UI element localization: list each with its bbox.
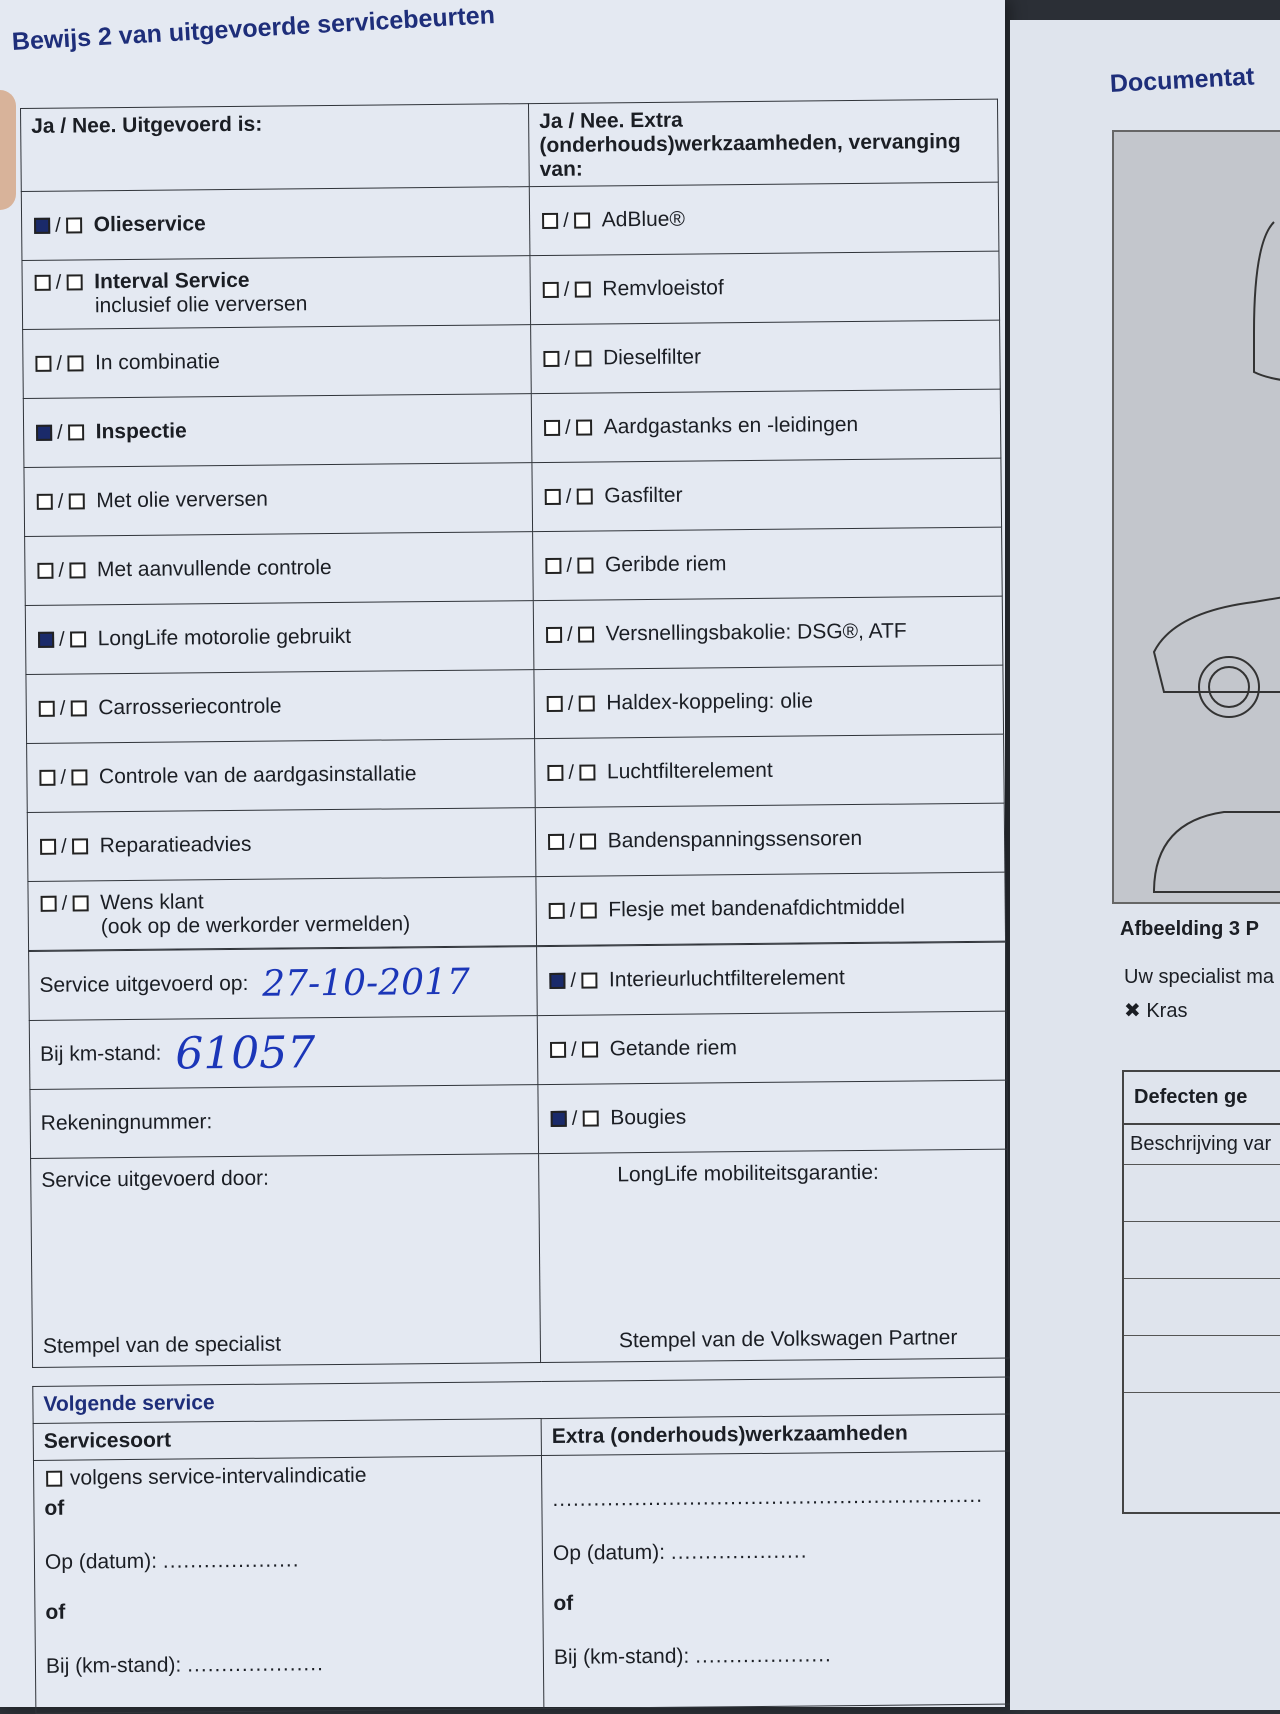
left-option-0 <box>32 213 84 237</box>
slash-separator: / <box>61 892 68 915</box>
ja-checkbox[interactable] <box>37 563 53 579</box>
slash-separator: / <box>566 554 573 577</box>
nee-checkbox[interactable] <box>579 765 595 781</box>
right-option-12 <box>548 1037 600 1061</box>
nee-checkbox[interactable] <box>68 494 84 510</box>
ja-checkbox[interactable] <box>543 351 559 367</box>
left-option-3 <box>34 420 86 444</box>
left-item-cell <box>25 532 534 606</box>
ja-checkbox[interactable] <box>547 696 563 712</box>
right-item-label: Luchtfilterelement <box>606 758 773 784</box>
nee-checkbox[interactable] <box>576 420 592 436</box>
right-item-cell <box>532 458 1002 531</box>
nee-checkbox[interactable] <box>578 696 594 712</box>
slash-separator: / <box>57 490 64 513</box>
stamp-specialist-label: Stempel van de specialist <box>42 1332 282 1358</box>
ja-checkbox[interactable] <box>38 632 54 648</box>
left-header: Ja / Nee. Uitgevoerd is: <box>21 104 530 192</box>
right-header: Ja / Nee. Extra (onderhouds)werkzaamheden, vervanging van: <box>529 99 999 186</box>
right-item-label: Interieurluchtfilterelement <box>608 966 845 992</box>
ja-checkbox[interactable] <box>550 1042 566 1058</box>
defect-row[interactable] <box>1124 1392 1280 1449</box>
slash-separator: / <box>571 1107 578 1130</box>
defects-header: Defecten ge <box>1124 1072 1280 1125</box>
left-option-4 <box>35 489 87 513</box>
next-date-field[interactable]: .................... <box>162 1548 300 1573</box>
left-option-6 <box>36 627 88 651</box>
defects-table <box>1122 1070 1280 1514</box>
next-date-label: Op (datum): <box>44 1549 158 1574</box>
left-option-1 <box>33 270 85 294</box>
page-title: Bewijs 2 van uitgevoerde servicebeurten <box>11 1 496 56</box>
right-item-label: Dieselfilter <box>602 345 702 370</box>
right-option-13 <box>549 1106 601 1130</box>
right-item-cell <box>534 665 1004 738</box>
ja-checkbox[interactable] <box>544 420 560 436</box>
right-item-cell <box>536 872 1006 945</box>
left-item-cell <box>22 256 531 330</box>
ja-checkbox[interactable] <box>549 903 565 919</box>
invoice-label: Rekeningnummer: <box>40 1110 213 1135</box>
slash-separator: / <box>567 692 574 715</box>
defect-row[interactable] <box>1124 1278 1280 1335</box>
nee-checkbox[interactable] <box>66 218 82 234</box>
slash-separator: / <box>57 421 63 444</box>
left-item-label: Wens klant <box>100 890 204 915</box>
left-item-cell <box>26 670 535 744</box>
service-type-cell <box>33 1456 543 1714</box>
right-item-label: AdBlue® <box>601 207 686 232</box>
interval-checkbox[interactable] <box>46 1471 62 1487</box>
left-option-9 <box>38 834 90 858</box>
ja-checkbox[interactable] <box>545 489 561 505</box>
nee-checkbox[interactable] <box>580 834 596 850</box>
slash-separator: / <box>565 416 571 439</box>
nee-checkbox[interactable] <box>581 973 597 989</box>
right-item-label: Flesje met bandenafdichtmiddel <box>608 895 905 922</box>
right-option-5 <box>543 554 595 578</box>
service-date-value: 27-10-2017 <box>262 961 470 1005</box>
left-option-2 <box>33 351 85 375</box>
defects-description-label: Beschrijving var <box>1130 1133 1272 1155</box>
slash-separator: / <box>569 899 576 922</box>
left-item-label: In combinatie <box>94 350 221 375</box>
extra-work-field[interactable]: ............................................................... <box>552 1483 984 1511</box>
left-item-sublabel: inclusief olie verversen <box>94 292 308 318</box>
right-item-label: Aardgastanks en -leidingen <box>603 412 859 439</box>
next-service-section <box>32 1377 1013 1714</box>
slash-separator: / <box>60 835 67 858</box>
ja-checkbox[interactable] <box>39 701 55 717</box>
ja-checkbox[interactable] <box>542 213 558 229</box>
extra-work-header: Extra (onderhouds)werkzaamheden <box>541 1414 1010 1456</box>
extra-km-field[interactable]: .................... <box>695 1643 832 1668</box>
left-item-sublabel: (ook op de werkorder vermelden) <box>100 912 411 939</box>
left-option-5 <box>35 558 87 582</box>
right-cell-13 <box>537 1011 1007 1084</box>
ja-checkbox[interactable] <box>36 425 52 441</box>
left-item-label: Reparatieadvies <box>99 832 252 858</box>
car-diagram-image <box>1112 130 1280 904</box>
left-item-label: Carrosseriecontrole <box>98 694 282 720</box>
extra-km-label: Bij (km-stand): <box>553 1644 690 1669</box>
nee-checkbox[interactable] <box>68 425 84 441</box>
left-item-cell <box>28 877 537 951</box>
slash-separator: / <box>563 209 569 232</box>
nee-checkbox[interactable] <box>69 563 85 579</box>
ja-checkbox[interactable] <box>548 834 564 850</box>
ja-checkbox[interactable] <box>41 896 57 912</box>
nee-checkbox[interactable] <box>71 770 87 786</box>
service-date-cell <box>29 947 538 1021</box>
next-service-table <box>32 1377 1013 1714</box>
ja-checkbox[interactable] <box>37 494 53 510</box>
left-item-cell <box>23 325 532 399</box>
ja-checkbox[interactable] <box>35 356 51 372</box>
ja-checkbox[interactable] <box>40 839 56 855</box>
ja-checkbox[interactable] <box>39 770 55 786</box>
right-item-cell <box>533 596 1003 669</box>
nee-checkbox[interactable] <box>70 701 86 717</box>
nee-checkbox[interactable] <box>67 356 83 372</box>
left-option-10 <box>39 891 91 915</box>
right-item-label: Haldex-koppeling: olie <box>606 689 814 715</box>
service-table <box>20 99 1006 951</box>
right-option-6 <box>544 622 596 646</box>
stamp-vw-label: Stempel van de Volkswagen Partner <box>618 1326 958 1353</box>
right-item-label: Bandenspanningssensoren <box>607 826 863 853</box>
nee-checkbox[interactable] <box>575 351 591 367</box>
left-item-cell <box>25 601 534 675</box>
nee-checkbox[interactable] <box>72 896 88 912</box>
right-item-cell <box>529 182 999 255</box>
right-option-10 <box>547 898 599 922</box>
service-form <box>20 99 1012 1678</box>
ja-checkbox[interactable] <box>34 218 50 234</box>
thumb <box>0 90 16 210</box>
right-option-1 <box>541 278 593 302</box>
slash-separator: / <box>568 830 575 853</box>
ja-checkbox[interactable] <box>551 1111 567 1127</box>
specialist-text: Uw specialist ma <box>1124 966 1275 988</box>
extra-work-cell <box>541 1451 1012 1708</box>
service-details-table <box>28 942 1010 1368</box>
left-option-7 <box>37 696 89 720</box>
of-label-1: of <box>44 1496 65 1520</box>
nee-checkbox[interactable] <box>578 627 594 643</box>
next-date-row <box>45 1546 532 1575</box>
left-item-cell <box>23 394 532 468</box>
left-item-label: Controle van de aardgasinstallatie <box>98 762 417 789</box>
right-item-label: Bougies <box>610 1105 687 1130</box>
extra-date-row <box>553 1538 1001 1566</box>
extra-date-field[interactable]: .................... <box>670 1539 808 1564</box>
slash-separator: / <box>563 278 570 301</box>
next-service-title: Volgende service <box>33 1377 1010 1423</box>
left-item-cell <box>21 187 530 261</box>
slash-separator: / <box>55 214 61 237</box>
defect-row[interactable] <box>1124 1221 1280 1278</box>
car-outline-icon <box>1114 132 1280 902</box>
invoice-cell <box>30 1085 539 1159</box>
nee-checkbox[interactable] <box>577 558 593 574</box>
left-item-cell <box>27 739 536 813</box>
next-km-label: Bij (km-stand): <box>45 1653 182 1678</box>
extra-km-row <box>554 1642 1002 1670</box>
nee-checkbox[interactable] <box>580 903 596 919</box>
right-item-label: Gasfilter <box>604 483 683 508</box>
right-cell-12 <box>537 942 1007 1015</box>
of-label-3: of <box>553 1591 574 1615</box>
slash-separator: / <box>565 485 572 508</box>
right-item-label: Getande riem <box>609 1036 737 1061</box>
nee-checkbox[interactable] <box>72 839 88 855</box>
km-label: Bij km-stand: <box>39 1041 162 1066</box>
ja-checkbox[interactable] <box>35 275 51 291</box>
right-item-cell <box>531 389 1001 462</box>
right-option-0 <box>540 209 592 233</box>
slash-separator: / <box>60 766 67 789</box>
interval-option[interactable] <box>44 1462 531 1491</box>
left-item-label: Inspectie <box>95 419 187 444</box>
right-option-3 <box>542 416 594 440</box>
longlife-label: LongLife mobiliteitsgarantie: <box>617 1160 879 1187</box>
ja-checkbox[interactable] <box>545 558 561 574</box>
right-page-title: Documentat <box>1109 62 1255 98</box>
slash-separator: / <box>59 697 66 720</box>
right-item-label: Remvloeistof <box>602 276 724 301</box>
figure-caption: Afbeelding 3 P <box>1120 918 1259 940</box>
left-item-label: LongLife motorolie gebruikt <box>97 624 352 651</box>
slash-separator: / <box>55 271 62 294</box>
extra-date-label: Op (datum): <box>552 1540 666 1565</box>
km-cell <box>29 1016 538 1090</box>
left-item-label: Met aanvullende controle <box>96 556 332 582</box>
right-item-cell <box>530 251 1000 324</box>
left-item-label: Interval Service <box>94 268 250 294</box>
left-item-label: Olieservice <box>93 212 206 237</box>
right-option-4 <box>543 485 595 509</box>
nee-checkbox[interactable] <box>582 1111 598 1127</box>
defect-row[interactable] <box>1124 1335 1280 1392</box>
right-item-cell <box>535 803 1005 876</box>
interval-option-label: volgens service-intervalindicatie <box>69 1463 367 1490</box>
right-item-cell <box>531 320 1001 393</box>
right-option-8 <box>545 760 597 784</box>
slash-separator: / <box>568 761 575 784</box>
ja-checkbox[interactable] <box>543 282 559 298</box>
slash-separator: / <box>570 969 577 992</box>
slash-separator: / <box>570 1038 577 1061</box>
left-item-cell <box>27 808 536 882</box>
ja-checkbox[interactable] <box>549 973 565 989</box>
slash-separator: / <box>56 352 63 375</box>
left-option-8 <box>37 765 89 789</box>
km-value: 61057 <box>175 1026 316 1080</box>
next-km-row <box>46 1650 533 1679</box>
longlife-cell <box>539 1149 1010 1362</box>
nee-checkbox[interactable] <box>66 275 82 291</box>
slash-separator: / <box>567 623 573 646</box>
right-item-cell <box>535 734 1005 807</box>
of-label-2: of <box>45 1600 66 1624</box>
right-cell-14 <box>538 1080 1008 1153</box>
right-option-9 <box>546 829 598 853</box>
service-date-label: Service uitgevoerd op: <box>39 971 249 997</box>
ja-checkbox[interactable] <box>547 765 563 781</box>
left-item-label: Met olie verversen <box>96 487 269 513</box>
slash-separator: / <box>58 628 65 651</box>
slash-separator: / <box>58 559 65 582</box>
right-option-2 <box>541 347 593 371</box>
nee-checkbox[interactable] <box>574 213 590 229</box>
right-option-11 <box>547 968 599 992</box>
right-item-label: Versnellingsbakolie: DSG®, ATF <box>605 619 907 646</box>
slash-separator: / <box>564 347 571 370</box>
nee-checkbox[interactable] <box>574 282 590 298</box>
right-item-cell <box>533 527 1003 600</box>
service-type-header: Servicesoort <box>33 1419 541 1461</box>
next-km-field[interactable]: .................... <box>187 1652 324 1677</box>
performed-by-cell <box>31 1154 541 1368</box>
ja-checkbox[interactable] <box>546 627 562 643</box>
nee-checkbox[interactable] <box>582 1042 598 1058</box>
right-item-label: Geribde riem <box>604 552 727 577</box>
performed-by-label: Service uitgevoerd door: <box>41 1166 270 1192</box>
defect-row[interactable] <box>1124 1164 1280 1221</box>
nee-checkbox[interactable] <box>576 489 592 505</box>
kras-legend: ✖ Kras <box>1124 1000 1188 1022</box>
left-item-cell <box>24 463 533 537</box>
nee-checkbox[interactable] <box>70 632 86 648</box>
right-option-7 <box>545 691 597 715</box>
